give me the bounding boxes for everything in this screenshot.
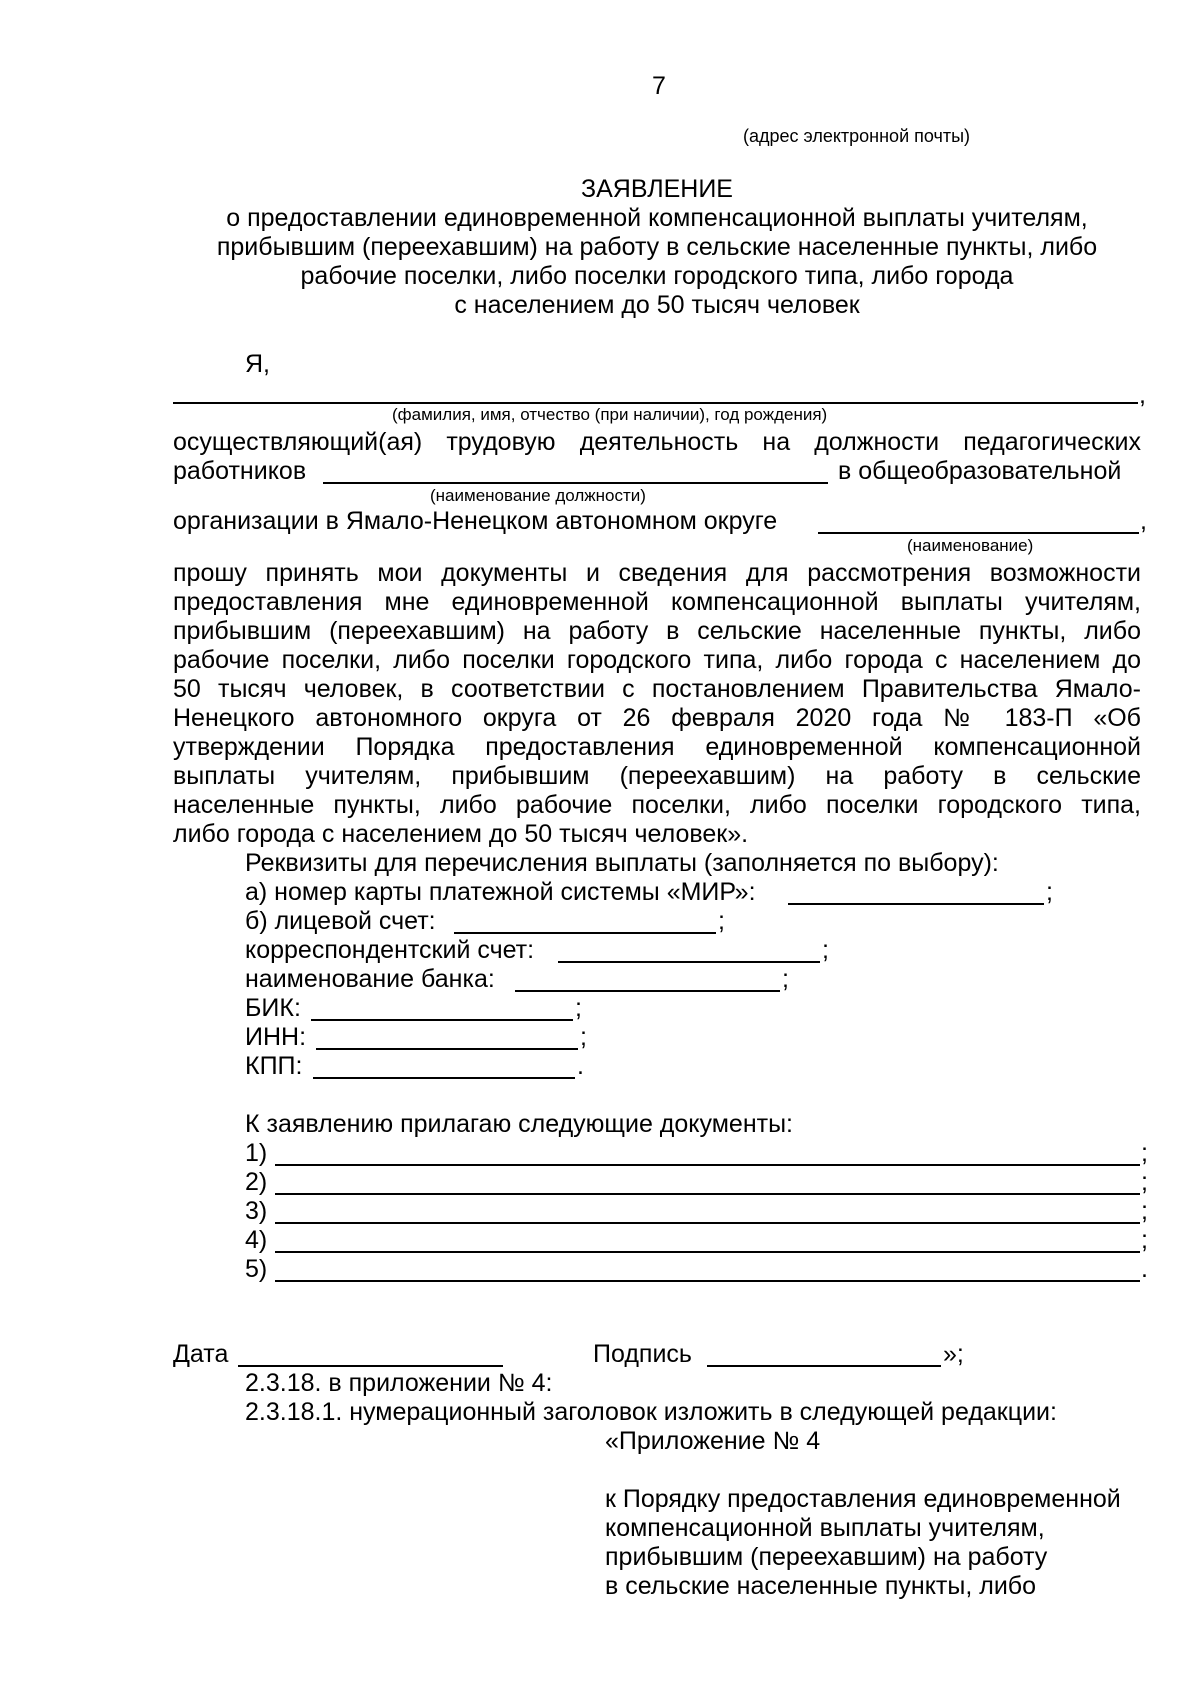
request-line: выплаты учителям, прибывшим (переехавшим) на работу в сельские [173, 762, 1141, 790]
appendix-line: к Порядку предоставления единовременной [605, 1485, 1121, 1513]
amendment-item: 2.3.18.1. нумерационный заголовок изложить в следующей редакции: [245, 1398, 1057, 1426]
org-comma: , [1140, 507, 1147, 535]
fio-comma: , [1139, 381, 1146, 409]
request-line-last: либо города с населением до 50 тысяч человек». [173, 820, 749, 848]
personal-account-field[interactable] [454, 932, 716, 934]
email-caption: (адрес электронной почты) [743, 126, 971, 146]
attachments-heading: К заявлению прилагаю следующие документы: [245, 1110, 793, 1138]
mir-card-field[interactable] [788, 903, 1044, 905]
inn-field[interactable] [316, 1048, 578, 1050]
requisite-label-kpp: КПП: [245, 1052, 303, 1080]
attachment-field[interactable] [275, 1222, 1140, 1224]
org-label: организации в Ямало-Ненецком автономном округе [173, 507, 778, 535]
attachment-number: 3) [245, 1197, 268, 1225]
date-field[interactable] [238, 1365, 503, 1367]
attachment-end: ; [1141, 1168, 1148, 1196]
signature-label: Подпись [593, 1340, 692, 1368]
attachment-field[interactable] [275, 1280, 1140, 1282]
date-label: Дата [173, 1340, 229, 1368]
signature-end: »; [943, 1340, 964, 1368]
attachment-field[interactable] [275, 1164, 1140, 1166]
attachment-field[interactable] [275, 1193, 1140, 1195]
request-line: прибывшим (переехавшим) на работу в сельские населенные пункты, либо [173, 617, 1141, 645]
request-line: 50 тысяч человек, в соответствии с постановлением Правительства Ямало- [173, 675, 1141, 703]
appendix-line: компенсационной выплаты учителям, [605, 1514, 1045, 1542]
attachment-end: ; [1141, 1226, 1148, 1254]
subtitle-line: о предоставлении единовременной компенсационной выплаты учителям, [226, 204, 1088, 232]
requisite-end: ; [822, 936, 829, 964]
requisite-label-mir-card: а) номер карты платежной системы «МИР»: [245, 878, 756, 906]
requisite-label-bik: БИК: [245, 994, 301, 1022]
organization-field[interactable] [818, 532, 1139, 534]
position-caption: (наименование должности) [430, 486, 646, 505]
fio-caption: (фамилия, имя, отчество (при наличии), год рождения) [392, 405, 828, 424]
requisite-end: . [577, 1052, 584, 1080]
rabotnikov-label: работников [173, 457, 307, 485]
requisite-label-bank-name: наименование банка: [245, 965, 495, 993]
request-line: предоставления мне единовременной компенсационной выплаты учителям, [173, 588, 1141, 616]
obsheobraz-label: в общеобразовательной [838, 457, 1122, 485]
requisite-end: ; [1046, 878, 1053, 906]
request-line: населенные пункты, либо рабочие поселки, либо поселки городского типа, [173, 791, 1141, 819]
appendix-line: прибывшим (переехавшим) на работу [605, 1543, 1048, 1571]
appendix-title: «Приложение № 4 [605, 1427, 821, 1455]
subtitle-line: с населением до 50 тысяч человек [454, 291, 860, 319]
attachment-end: ; [1141, 1197, 1148, 1225]
attachment-number: 1) [245, 1139, 268, 1167]
attachment-field[interactable] [275, 1251, 1140, 1253]
page-number: 7 [652, 72, 666, 100]
ya-label: Я, [245, 350, 270, 378]
requisite-label-corr-account: корреспондентский счет: [245, 936, 535, 964]
attachment-number: 4) [245, 1226, 268, 1254]
attachment-end: . [1141, 1255, 1148, 1283]
corr-account-field[interactable] [558, 961, 820, 963]
position-line-1: осуществляющий(ая) трудовую деятельность на должности педагогических [173, 428, 1141, 456]
attachment-number: 2) [245, 1168, 268, 1196]
requisite-end: ; [575, 994, 582, 1022]
request-line: Ненецкого автономного округа от 26 февраля 2020 года № 183-П «Об [173, 704, 1141, 732]
requisite-label-personal-account: б) лицевой счет: [245, 907, 436, 935]
requisite-end: ; [782, 965, 789, 993]
bik-field[interactable] [311, 1019, 573, 1021]
document-title: ЗАЯВЛЕНИЕ [580, 175, 733, 203]
requisites-heading: Реквизиты для перечисления выплаты (заполняется по выбору): [245, 849, 999, 877]
org-caption: (наименование) [907, 536, 1034, 555]
position-field[interactable] [323, 482, 828, 484]
signature-field[interactable] [707, 1365, 941, 1367]
requisite-label-inn: ИНН: [245, 1023, 307, 1051]
kpp-field[interactable] [313, 1077, 575, 1079]
subtitle-line: рабочие поселки, либо поселки городского типа, либо города [300, 262, 1014, 290]
attachment-end: ; [1141, 1139, 1148, 1167]
request-line: рабочие поселки, либо поселки городского типа, либо города с населением до [173, 646, 1141, 674]
amendment-item: 2.3.18. в приложении № 4: [245, 1369, 553, 1397]
subtitle-line: прибывшим (переехавшим) на работу в сельские населенные пункты, либо [216, 233, 1098, 261]
request-line: прошу принять мои документы и сведения для рассмотрения возможности [173, 559, 1141, 587]
bank-name-field[interactable] [515, 990, 780, 992]
fio-field[interactable] [173, 402, 1138, 404]
requisite-end: ; [718, 907, 725, 935]
attachment-number: 5) [245, 1255, 268, 1283]
appendix-line: в сельские населенные пункты, либо [605, 1572, 1037, 1600]
request-line: утверждении Порядка предоставления единовременной компенсационной [173, 733, 1141, 761]
requisite-end: ; [580, 1023, 587, 1051]
